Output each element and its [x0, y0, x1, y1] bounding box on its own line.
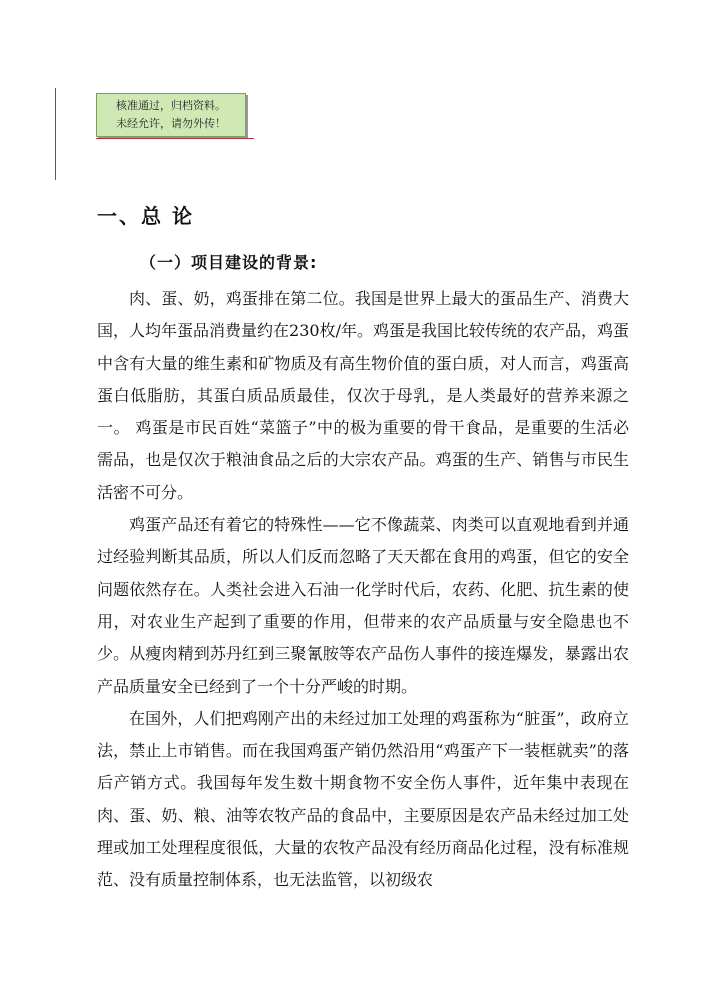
- stamp-line-1: 核准通过，归档资料。: [116, 99, 226, 112]
- stamp-underline: [96, 138, 254, 139]
- paragraph: 肉、蛋、奶，鸡蛋排在第二位。我国是世界上最大的蛋品生产、消费大国，人均年蛋品消费量约在230枚/年。鸡蛋是我国比较传统的农产品，鸡蛋中含有大量的维生素和矿物质及有高生物价值的蛋白质，对人而言，鸡蛋高蛋白低脂肪，其蛋白质品质最佳，仅次于母乳，是人类最好的营养来源之一。 鸡蛋是市民百姓“菜篮子”中的极为重要的骨干食品，是重要的生活必需品，也是仅次于粮油食品之后的大宗农产品。鸡蛋的生产、销售与市民生活密不可分。: [97, 289, 629, 502]
- approval-stamp: [96, 93, 246, 137]
- margin-line: [55, 88, 56, 180]
- document-body: [97, 283, 629, 897]
- section-heading: 一、总 论: [97, 204, 194, 228]
- paragraph: 在国外，人们把鸡刚产出的未经过加工处理的鸡蛋称为“脏蛋”，政府立法，禁止上市销售。而在我国鸡蛋产销仍然沿用“鸡蛋产下一装框就卖”的落后产销方式。我国每年发生数十期食物不安全伤人事件，近年集中表现在肉、蛋、奶、粮、油等农牧产品的食品中，主要原因是农产品未经过加工处理或加工处理程度很低，大量的农牧产品没有经历商品化过程，没有标准规范、没有质量控制体系，也无法监管，以初级农: [97, 708, 629, 890]
- paragraph: 鸡蛋产品还有着它的特殊性——它不像蔬菜、肉类可以直观地看到并通过经验判断其品质，所以人们反而忽略了天天都在食用的鸡蛋，但它的安全问题依然存在。人类社会进入石油一化学时代后，农药、化肥、抗生素的使用，对农业生产起到了重要的作用，但带来的农产品质量与安全隐患也不少。从瘦肉精到苏丹红到三聚氰胺等农产品伤人事件的接连爆发，暴露出农产品质量安全已经到了一个十分严峻的时期。: [97, 515, 629, 696]
- stamp-line-2: 未经允许，请勿外传！: [116, 117, 226, 130]
- subsection-heading: （一）项目建设的背景:: [140, 253, 318, 272]
